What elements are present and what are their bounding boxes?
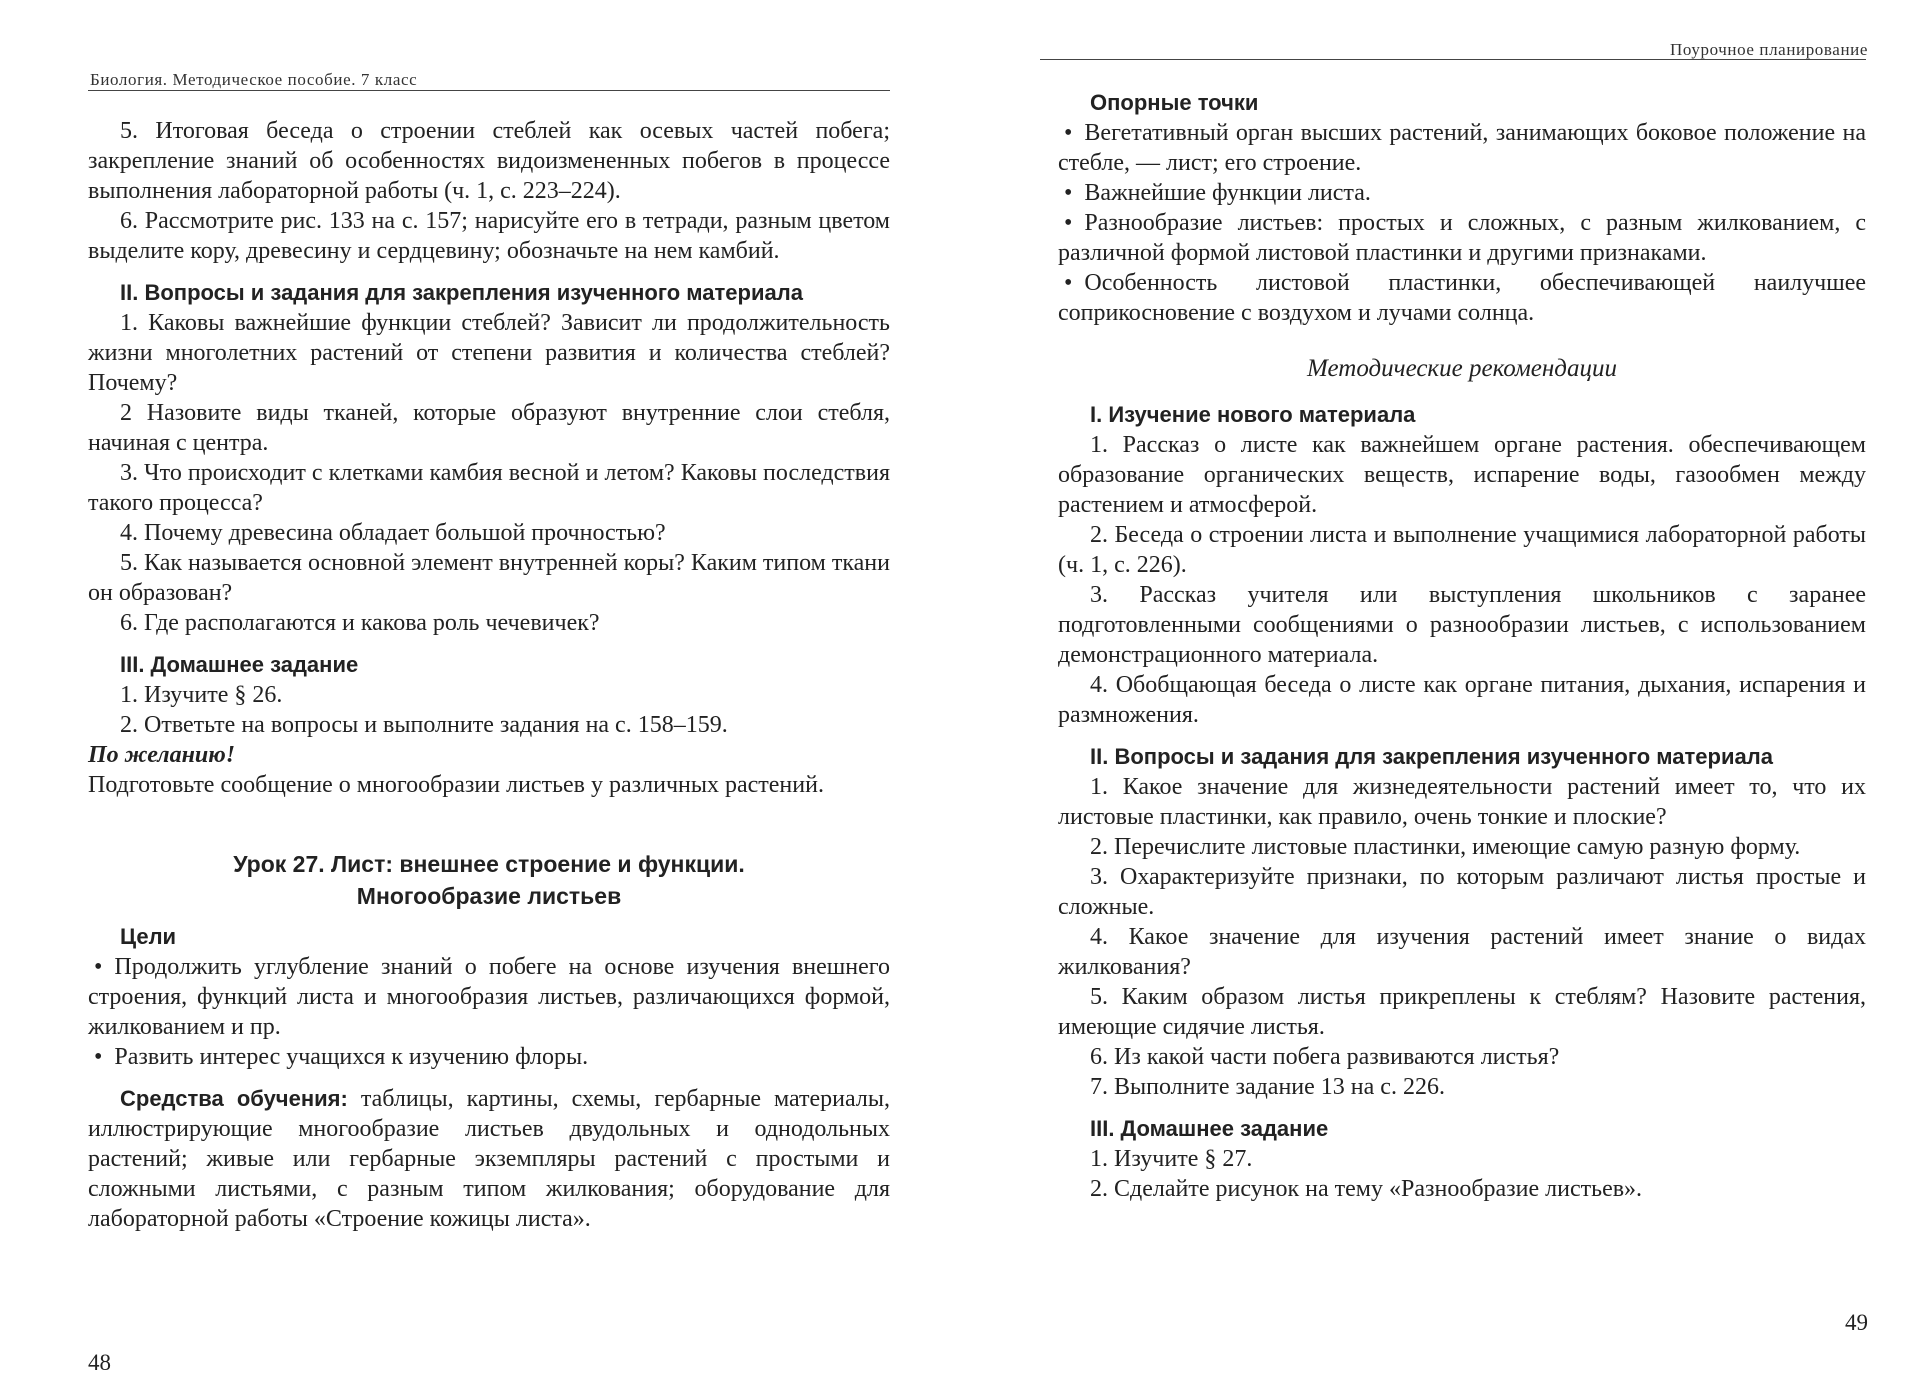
bullet-item: • Особенность листовой пластинки, обеспечивающей наилучшее соприкосновение с воздухом и лучами солнца. (1058, 270, 1866, 326)
running-head: Биология. Методическое пособие. 7 класс (90, 70, 418, 89)
bullet-icon: • (1064, 120, 1073, 146)
lesson-title-line: Многообразие листьев (356, 883, 622, 909)
bullet-icon: • (94, 954, 103, 980)
list-item: 2 Назовите виды тканей, которые образуют внутренние слои стебля, начиная с центра. (88, 400, 890, 456)
method-title: Методические рекомендации (1307, 355, 1617, 382)
left-text-column (88, 116, 890, 1234)
list-item: 6. Из какой части побега развиваются листья? (1090, 1044, 1560, 1070)
list-item: 1. Каковы важнейшие функции стеблей? Зависит ли продолжительность жизни многолетних растений от степени развития и количества стеблей? Почему? (88, 310, 890, 396)
lesson-title (88, 848, 890, 912)
header-rule (1040, 59, 1866, 60)
bullet-icon: • (1064, 180, 1073, 206)
list-item: 2. Перечислите листовые пластинки, имеющие самую разную форму. (1090, 834, 1801, 860)
bullet-icon: • (94, 1044, 103, 1070)
paragraph: Подготовьте сообщение о многообразии листьев у различных растений. (88, 772, 824, 798)
bullet-item: • Важнейшие функции листа. (1064, 180, 1371, 206)
section-heading: Опорные точки (1090, 90, 1259, 115)
page-number: 48 (88, 1350, 111, 1375)
list-item: 4. Обобщающая беседа о листе как органе питания, дыхания, испарения и размножения. (1058, 672, 1866, 728)
section-heading: II. Вопросы и задания для закрепления изученного материала (120, 280, 803, 305)
list-item: 2. Сделайте рисунок на тему «Разнообразие листьев». (1090, 1176, 1643, 1202)
list-item: 1. Какое значение для жизнедеятельности растений имеет то, что их листовые пластинки, как правило, очень тонкие и плоские? (1058, 774, 1866, 830)
section-heading: III. Домашнее задание (1090, 1116, 1329, 1141)
list-item: 2. Беседа о строении листа и выполнение учащимися лабораторной работы (ч. 1, с. 226). (1058, 522, 1866, 578)
list-item: 5. Каким образом листья прикреплены к стеблям? Назовите растения, имеющие сидячие листья. (1058, 984, 1866, 1040)
right-text-column (1058, 88, 1866, 1204)
list-item: 1. Изучите § 27. (1090, 1146, 1253, 1172)
header-rule (88, 90, 890, 91)
bullet-item: • Продолжить углубление знаний о побеге на основе изучения внешнего строения, функций листа и многообразия листьев, различающихся формой, жилкованием и пр. (88, 954, 890, 1040)
bullet-item: • Развить интерес учащихся к изучению флоры. (94, 1044, 589, 1070)
page-number: 49 (1845, 1310, 1868, 1335)
lesson-title-line: Урок 27. Лист: внешнее строение и функции. (233, 851, 745, 877)
section-heading: III. Домашнее задание (120, 652, 359, 677)
list-item: 1. Изучите § 26. (120, 682, 283, 708)
section-heading: II. Вопросы и задания для закрепления изученного материала (1090, 744, 1773, 769)
list-item: 3. Рассказ учителя или выступления школьников с заранее подготовленными сообщениями о разнообразии листьев, с использованием демонстрационного материала. (1058, 582, 1866, 668)
bullet-icon: • (1064, 270, 1073, 296)
optional-label: По желанию! (88, 742, 236, 768)
list-item: 4. Какое значение для изучения растений имеет знание о видах жилкования? (1058, 924, 1866, 980)
goals-heading: Цели (120, 924, 177, 949)
section-heading: I. Изучение нового материала (1090, 402, 1416, 427)
right-page (1040, 0, 1908, 1398)
list-item: 5. Как называется основной элемент внутренней коры? Каким типом ткани он образован? (88, 550, 890, 606)
bullet-icon: • (1064, 210, 1073, 236)
list-item: 6. Где располагаются и какова роль чечевичек? (120, 610, 600, 636)
bullet-item: • Вегетативный орган высших растений, занимающих боковое положение на стебле, — лист; его строение. (1058, 120, 1866, 176)
list-item: 3. Охарактеризуйте признаки, по которым различают листья простые и сложные. (1058, 864, 1866, 920)
running-head: Поурочное планирование (1670, 40, 1868, 59)
list-item: 1. Рассказ о листе как важнейшем органе растения. обеспечивающем образование органических веществ, испарение воды, газообмен между растением и атмосферой. (1058, 432, 1866, 518)
list-item: 7. Выполните задание 13 на с. 226. (1090, 1074, 1445, 1100)
means-paragraph: Средства обучения: таблицы, картины, схемы, гербарные материалы, иллюстрирующие многообразие листьев двудольных и однодольных растений; живые или гербарные экземпляры растений с простыми и сложными листьями, с разным типом жилкования; оборудование для лабораторной работы «Строение кожицы листа». (88, 1086, 890, 1232)
list-item: 4. Почему древесина обладает большой прочностью? (120, 520, 666, 546)
bullet-item: • Разнообразие листьев: простых и сложных, с разным жилкованием, с различной формой листовой пластинки и другими признаками. (1058, 210, 1866, 266)
paragraph: 6. Рассмотрите рис. 133 на с. 157; нарисуйте его в тетради, разным цветом выделите кору, древесину и сердцевину; обозначьте на нем камбий. (88, 208, 890, 264)
list-item: 2. Ответьте на вопросы и выполните задания на с. 158–159. (120, 712, 728, 738)
list-item: 3. Что происходит с клетками камбия весной и летом? Каковы последствия такого процесса? (88, 460, 890, 516)
paragraph: 5. Итоговая беседа о строении стеблей как осевых частей побега; закрепление знаний об особенностях видоизмененных побегов в процессе выполнения лабораторной работы (ч. 1, с. 223–224). (88, 118, 890, 204)
